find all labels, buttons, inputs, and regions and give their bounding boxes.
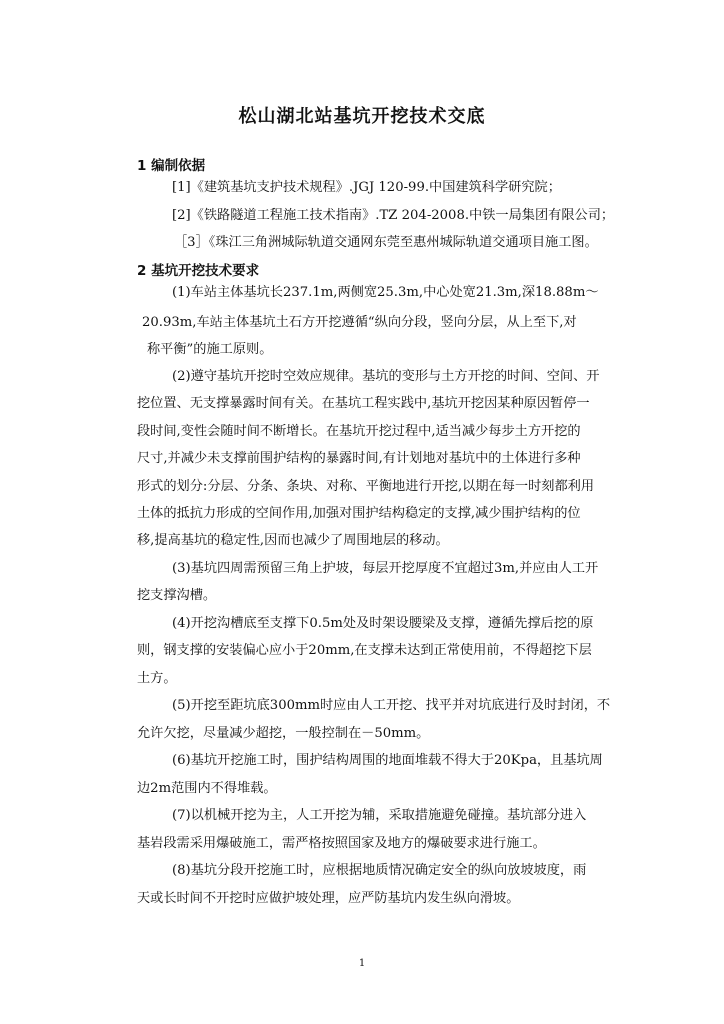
paragraph-line: 基岩段需采用爆破施工，需严格按照国家及地方的爆破要求进行施工。 [137, 836, 546, 851]
paragraph-line: 边2m范围内不得堆载。 [137, 781, 277, 796]
paragraph-line: (1)车站主体基坑长237.1m,两侧宽25.3m,中心处宽21.3m,深18.88m～ [172, 285, 599, 300]
paragraph-line: 天或长时间不开挖时应做护坡处理，应严防基坑内发生纵向滑坡。 [137, 891, 520, 906]
paragraph-line: 挖支撑沟槽。 [137, 588, 217, 603]
paragraph-line: 称平衡”的施工原则。 [147, 342, 273, 357]
section-2-heading: 2 基坑开挖技术要求 [137, 263, 260, 279]
paragraph-line: 尺寸,并减少未支撑前围护结构的暴露时间,有计划地对基坑中的土体进行多种 [137, 451, 581, 466]
paragraph-line: (6)基坑开挖施工时，围护结构周围的地面堆载不得大于20Kpa，且基坑周 [172, 753, 603, 768]
reference-3: ［3］《珠江三角洲城际轨道交通网东莞至惠州城际轨道交通项目施工图。 [174, 235, 598, 250]
document-title: 松山湖北站基坑开挖技术交底 [238, 106, 486, 127]
paragraph-line: 允许欠挖，尽量减少超挖，一般控制在－50mm。 [137, 726, 430, 741]
reference-1: [1]《建筑基坑支护技术规程》.JGJ 120-99.中国建筑科学研究院； [172, 180, 561, 195]
paragraph-line: 20.93m,车站主体基坑土石方开挖遵循“纵向分段，竖向分层，从上至下,对 [142, 315, 577, 330]
paragraph-line: (8)基坑分段开挖施工时，应根据地质情况确定安全的纵向放坡坡度，雨 [172, 863, 587, 878]
page-number: 1 [358, 958, 366, 969]
paragraph-line: (5)开挖至距坑底300mm时应由人工开挖、找平并对坑底进行及时封闭，不 [172, 698, 611, 713]
paragraph-line: (4)开挖沟槽底至支撑下0.5m处及时架设腰梁及支撑，遵循先撑后挖的原 [172, 616, 594, 631]
paragraph-line: (7)以机械开挖为主，人工开挖为辅，采取措施避免碰撞。基坑部分进入 [172, 808, 587, 823]
paragraph-line: 形式的划分:分层、分条、条块、对称、平衡地进行开挖,以期在每一时刻都利用 [137, 479, 595, 494]
section-1-heading: 1 编制依据 [137, 158, 206, 174]
paragraph-line: (3)基坑四周需预留三角上护坡，每层开挖厚度不宜超过3m,并应由人工开 [172, 561, 599, 576]
paragraph-line: 段时间,变性会随时间不断增长。在基坑开挖过程中,适当减少每步土方开挖的 [137, 424, 581, 439]
paragraph-line: (2)遵守基坑开挖时空效应规律。基坑的变形与土方开挖的时间、空间、开 [172, 369, 600, 384]
paragraph-line: 移,提高基坑的稳定性,因而也减少了周围地层的移动。 [137, 533, 449, 548]
paragraph-line: 则，钢支撑的安装偏心应小于20mm,在支撑未达到正常使用前，不得超挖下层 [137, 643, 592, 658]
paragraph-line: 土体的抵抗力形成的空间作用,加强对围护结构稳定的支撑,减少围护结构的位 [137, 506, 581, 521]
reference-2: [2]《铁路隧道工程施工技术指南》.TZ 204-2008.中铁一局集团有限公司； [172, 208, 615, 223]
paragraph-line: 土方。 [137, 671, 177, 686]
paragraph-line: 挖位置、无支撑暴露时间有关。在基坑工程实践中,基坑开挖因某种原因暂停一 [137, 396, 590, 411]
